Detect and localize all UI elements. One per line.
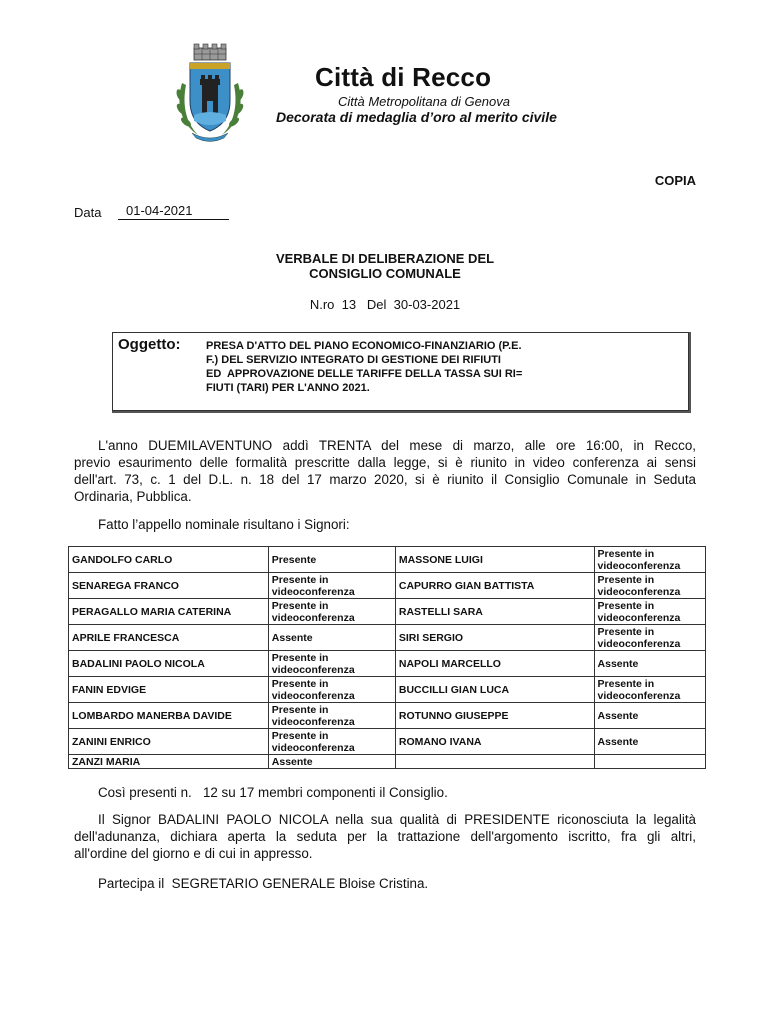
member-name-cell — [395, 755, 594, 769]
member-name-cell: ZANZI MARIA — [69, 755, 269, 769]
date-label: Data — [74, 205, 102, 220]
member-status-cell: Presente in videoconferenza — [268, 599, 395, 625]
table-row — [69, 625, 706, 651]
president-paragraph — [74, 811, 696, 862]
member-status-cell: Assente — [594, 651, 705, 677]
subject-label: Oggetto: — [118, 336, 181, 353]
table-row — [69, 677, 706, 703]
table-row — [69, 703, 706, 729]
member-status-cell: Presente in videoconferenza — [594, 625, 705, 651]
member-status-cell: Assente — [268, 755, 395, 769]
medal-decoration-subtitle: Decorata di medaglia d’oro al merito civile — [276, 109, 557, 125]
member-status-cell — [594, 755, 705, 769]
member-name-cell: SENAREGA FRANCO — [69, 573, 269, 599]
city-coat-of-arms — [174, 43, 246, 143]
copy-label: COPIA — [654, 173, 696, 188]
table-row — [69, 599, 706, 625]
roll-call-intro — [74, 516, 696, 533]
member-status-cell: Presente in videoconferenza — [268, 729, 395, 755]
table-row — [69, 755, 706, 769]
member-status-cell: Assente — [268, 625, 395, 651]
member-name-cell: FANIN EDVIGE — [69, 677, 269, 703]
member-name-cell: CAPURRO GIAN BATTISTA — [395, 573, 594, 599]
intro-line: L'anno DUEMILAVENTUNO addì TRENTA del mese di marzo, alle ore 16:00, in Recco, — [98, 438, 696, 453]
subject-line: ED APPROVAZIONE DELLE TARIFFE DELLA TASSA SUI RI= — [206, 368, 523, 380]
member-name-cell: BUCCILLI GIAN LUCA — [395, 677, 594, 703]
shield-icon — [190, 63, 230, 131]
table-row — [69, 651, 706, 677]
deliberation-number: N.ro 13 Del 30-03-2021 — [309, 297, 461, 312]
member-status-cell: Presente in videoconferenza — [594, 547, 705, 573]
member-status-cell: Assente — [594, 729, 705, 755]
metropolitan-city-subtitle: Città Metropolitana di Genova — [338, 94, 510, 109]
intro-line: Ordinaria, Pubblica. — [74, 489, 192, 504]
subject-line: PRESA D'ATTO DEL PIANO ECONOMICO-FINANZIARIO (P.E. — [206, 340, 522, 352]
president-line: all'ordine del giorno e di cui in appresso. — [74, 846, 313, 861]
president-line: dell'adunanza, dichiara aperta la seduta per la trattazione dell'argomento iscritto, fra gli altri, — [74, 829, 696, 844]
member-status-cell: Presente — [268, 547, 395, 573]
document-title-line2: CONSIGLIO COMUNALE — [309, 266, 461, 281]
member-status-cell: Presente in videoconferenza — [268, 703, 395, 729]
member-status-cell: Presente in videoconferenza — [594, 573, 705, 599]
table-row — [69, 573, 706, 599]
member-name-cell: ROTUNNO GIUSEPPE — [395, 703, 594, 729]
member-name-cell: MASSONE LUIGI — [395, 547, 594, 573]
city-name-title: Città di Recco — [315, 62, 492, 92]
document-title-line1: VERBALE DI DELIBERAZIONE DEL — [275, 251, 495, 266]
member-status-cell: Presente in videoconferenza — [268, 573, 395, 599]
secretary-paragraph — [74, 875, 696, 892]
member-name-cell: PERAGALLO MARIA CATERINA — [69, 599, 269, 625]
member-name-cell: SIRI SERGIO — [395, 625, 594, 651]
member-status-cell: Presente in videoconferenza — [268, 651, 395, 677]
member-status-cell: Assente — [594, 703, 705, 729]
member-name-cell: APRILE FRANCESCA — [69, 625, 269, 651]
attendance-table — [68, 546, 706, 769]
member-status-cell: Presente in videoconferenza — [268, 677, 395, 703]
table-row — [69, 547, 706, 573]
member-status-cell: Presente in videoconferenza — [594, 599, 705, 625]
mural-crown-icon — [194, 44, 226, 60]
present-count — [74, 784, 696, 801]
member-name-cell: LOMBARDO MANERBA DAVIDE — [69, 703, 269, 729]
president-line: Il Signor BADALINI PAOLO NICOLA nella sua qualità di PRESIDENTE riconosciuta la legalità — [98, 812, 696, 827]
member-name-cell: NAPOLI MARCELLO — [395, 651, 594, 677]
member-name-cell: RASTELLI SARA — [395, 599, 594, 625]
secretary-text: Partecipa il SEGRETARIO GENERALE Bloise Cristina. — [98, 876, 429, 891]
subject-line: F.) DEL SERVIZIO INTEGRATO DI GESTIONE DEI RIFIUTI — [206, 354, 501, 366]
member-name-cell: ZANINI ENRICO — [69, 729, 269, 755]
member-name-cell: GANDOLFO CARLO — [69, 547, 269, 573]
roll-call-text: Fatto l’appello nominale risultano i Signori: — [98, 517, 350, 532]
intro-paragraph — [74, 437, 696, 505]
subject-line: FIUTI (TARI) PER L'ANNO 2021. — [206, 382, 370, 394]
member-name-cell: BADALINI PAOLO NICOLA — [69, 651, 269, 677]
subject-box — [112, 332, 689, 411]
date-value: 01-04-2021 — [118, 203, 229, 220]
member-name-cell: ROMANO IVANA — [395, 729, 594, 755]
intro-line: previo esaurimento delle formalità prescritte dalla legge, si è riunito in video conferenza ai sensi — [74, 455, 696, 470]
table-row — [69, 729, 706, 755]
subject-text — [206, 339, 626, 395]
member-status-cell: Presente in videoconferenza — [594, 677, 705, 703]
intro-line: dell'art. 73, c. 1 del D.L. n. 18 del 17 marzo 2020, si è riunito il Consiglio Comunale in Seduta — [74, 472, 696, 487]
present-count-text: Così presenti n. 12 su 17 membri componenti il Consiglio. — [98, 785, 448, 800]
